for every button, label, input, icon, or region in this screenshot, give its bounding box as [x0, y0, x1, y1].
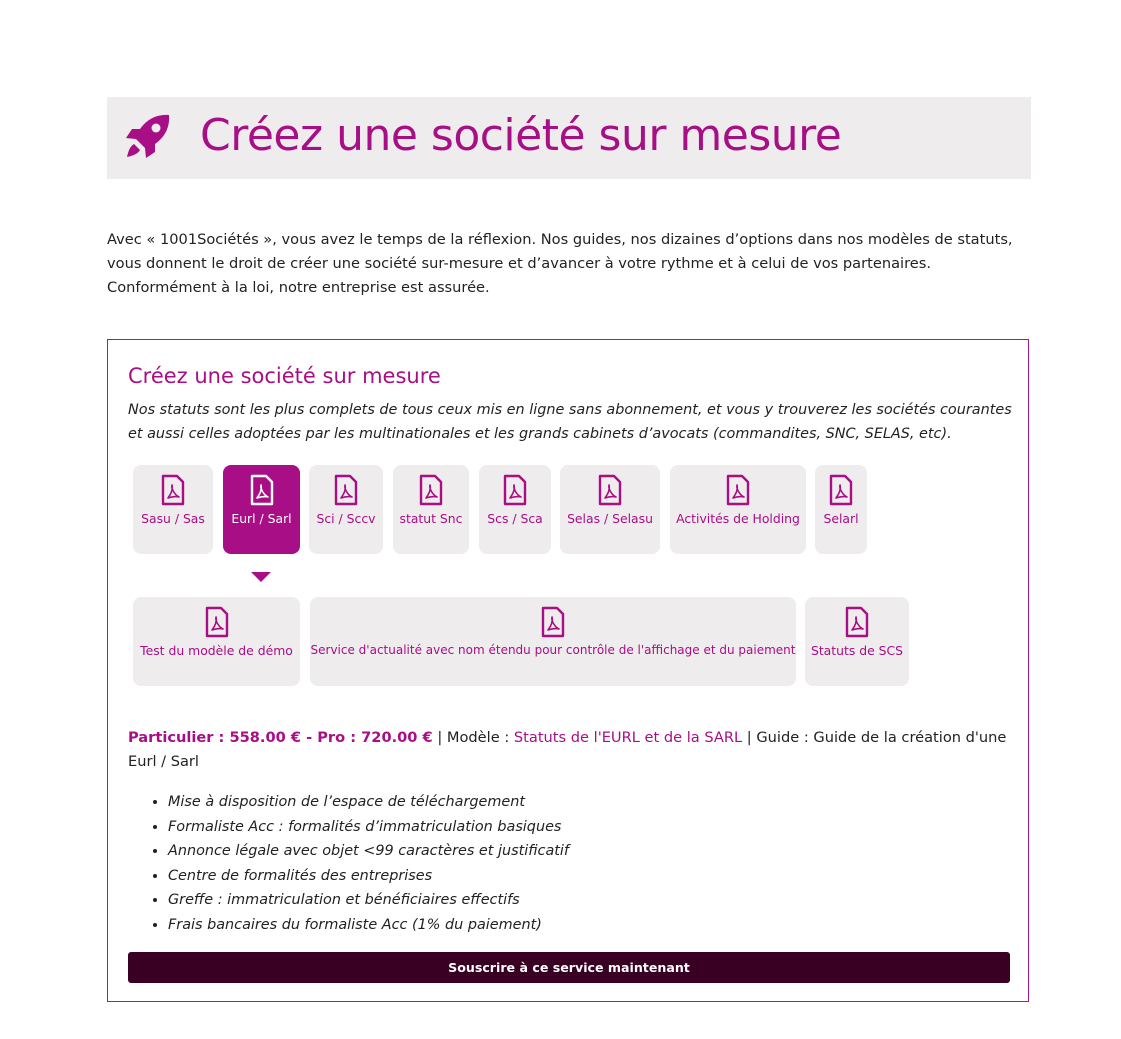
pdf-icon — [828, 474, 854, 506]
panel-lead: Nos statuts sont les plus complets de tous ceux mis en ligne sans abonnement, et vous y trouverez les sociétés courantes et aussi celles adoptées par les multinationales et les grands cabinets d’avocats (commandites, SNC, SELAS, etc). — [128, 402, 1012, 442]
intro-text: Avec « 1001Sociétés », vous avez le temps de la réflexion. Nos guides, nos dizaines d’options dans nos modèles de statuts, vous donnent le droit de créer une société sur-mesure et d’avancer à votre rythme et à celui de vos partenaires. Conformément à la loi, notre entreprise est assurée. — [107, 231, 1013, 296]
offer-panel — [107, 339, 1029, 1002]
tab-eurl-sarl[interactable] — [223, 465, 300, 554]
tab-label: Selarl — [823, 511, 859, 526]
tab-label: Scs / Sca — [487, 511, 543, 526]
page-header — [107, 97, 1031, 179]
page-title: Créez une société sur mesure — [200, 110, 842, 161]
pdf-icon — [725, 474, 751, 506]
feature-list — [128, 790, 569, 937]
pdf-icon — [502, 474, 528, 506]
tab-sasu-sas[interactable] — [133, 465, 213, 554]
model-link[interactable]: Statuts de l'EURL et de la SARL — [513, 729, 743, 746]
model-label: | Modèle : — [432, 729, 514, 746]
tab-sci-sccv[interactable] — [309, 465, 383, 554]
tab-selas-selasu[interactable] — [560, 465, 660, 554]
tab-label: statut Snc — [399, 511, 463, 526]
panel-title: Créez une société sur mesure — [128, 364, 441, 388]
list-item: • Formaliste Acc : formalités d’immatriculation basiques — [168, 815, 569, 840]
guide-label: | Guide : — [742, 729, 814, 746]
tab-label: Eurl / Sarl — [231, 511, 292, 526]
tab-selarl[interactable] — [815, 465, 867, 554]
price-line — [128, 726, 1008, 774]
list-item: • Greffe : immatriculation et bénéficiaires effectifs — [168, 888, 569, 913]
list-item: • Centre de formalités des entreprises — [168, 864, 569, 889]
list-item: • Frais bancaires du formaliste Acc (1% du paiement) — [168, 913, 569, 938]
list-item: • Mise à disposition de l’espace de téléchargement — [168, 790, 569, 815]
tab-label: Sasu / Sas — [141, 511, 205, 526]
subtab-test-modele-demo[interactable] — [133, 597, 300, 686]
tab-label: Service d'actualité avec nom étendu pour contrôle de l'affichage et du paiement — [310, 643, 796, 657]
tab-label: Selas / Selasu — [567, 511, 653, 526]
price-amounts: Particulier : 558.00 € - Pro : 720.00 € — [128, 729, 433, 746]
pdf-icon — [249, 474, 275, 506]
tab-scs-sca[interactable] — [479, 465, 551, 554]
subtab-statuts-scs[interactable] — [805, 597, 909, 686]
active-tab-indicator — [251, 572, 271, 582]
pdf-icon — [540, 606, 566, 638]
subtab-service-actualite[interactable] — [310, 597, 796, 686]
pdf-icon — [597, 474, 623, 506]
tab-statut-snc[interactable] — [393, 465, 469, 554]
pdf-icon — [844, 606, 870, 638]
list-item: • Annonce légale avec objet <99 caractères et justificatif — [168, 839, 569, 864]
guide-text: Guide de la création d'une Eurl / Sarl — [128, 729, 1007, 770]
tab-label: Test du modèle de démo — [140, 643, 293, 658]
pdf-icon — [333, 474, 359, 506]
pdf-icon — [204, 606, 230, 638]
tab-label: Statuts de SCS — [810, 643, 904, 658]
tab-activites-holding[interactable] — [670, 465, 806, 554]
tab-label: Activités de Holding — [676, 511, 800, 526]
rocket-icon — [123, 111, 173, 161]
tab-label: Sci / Sccv — [316, 511, 376, 526]
pdf-icon — [160, 474, 186, 506]
subscribe-button[interactable]: Souscrire à ce service maintenant — [128, 952, 1010, 983]
pdf-icon — [418, 474, 444, 506]
